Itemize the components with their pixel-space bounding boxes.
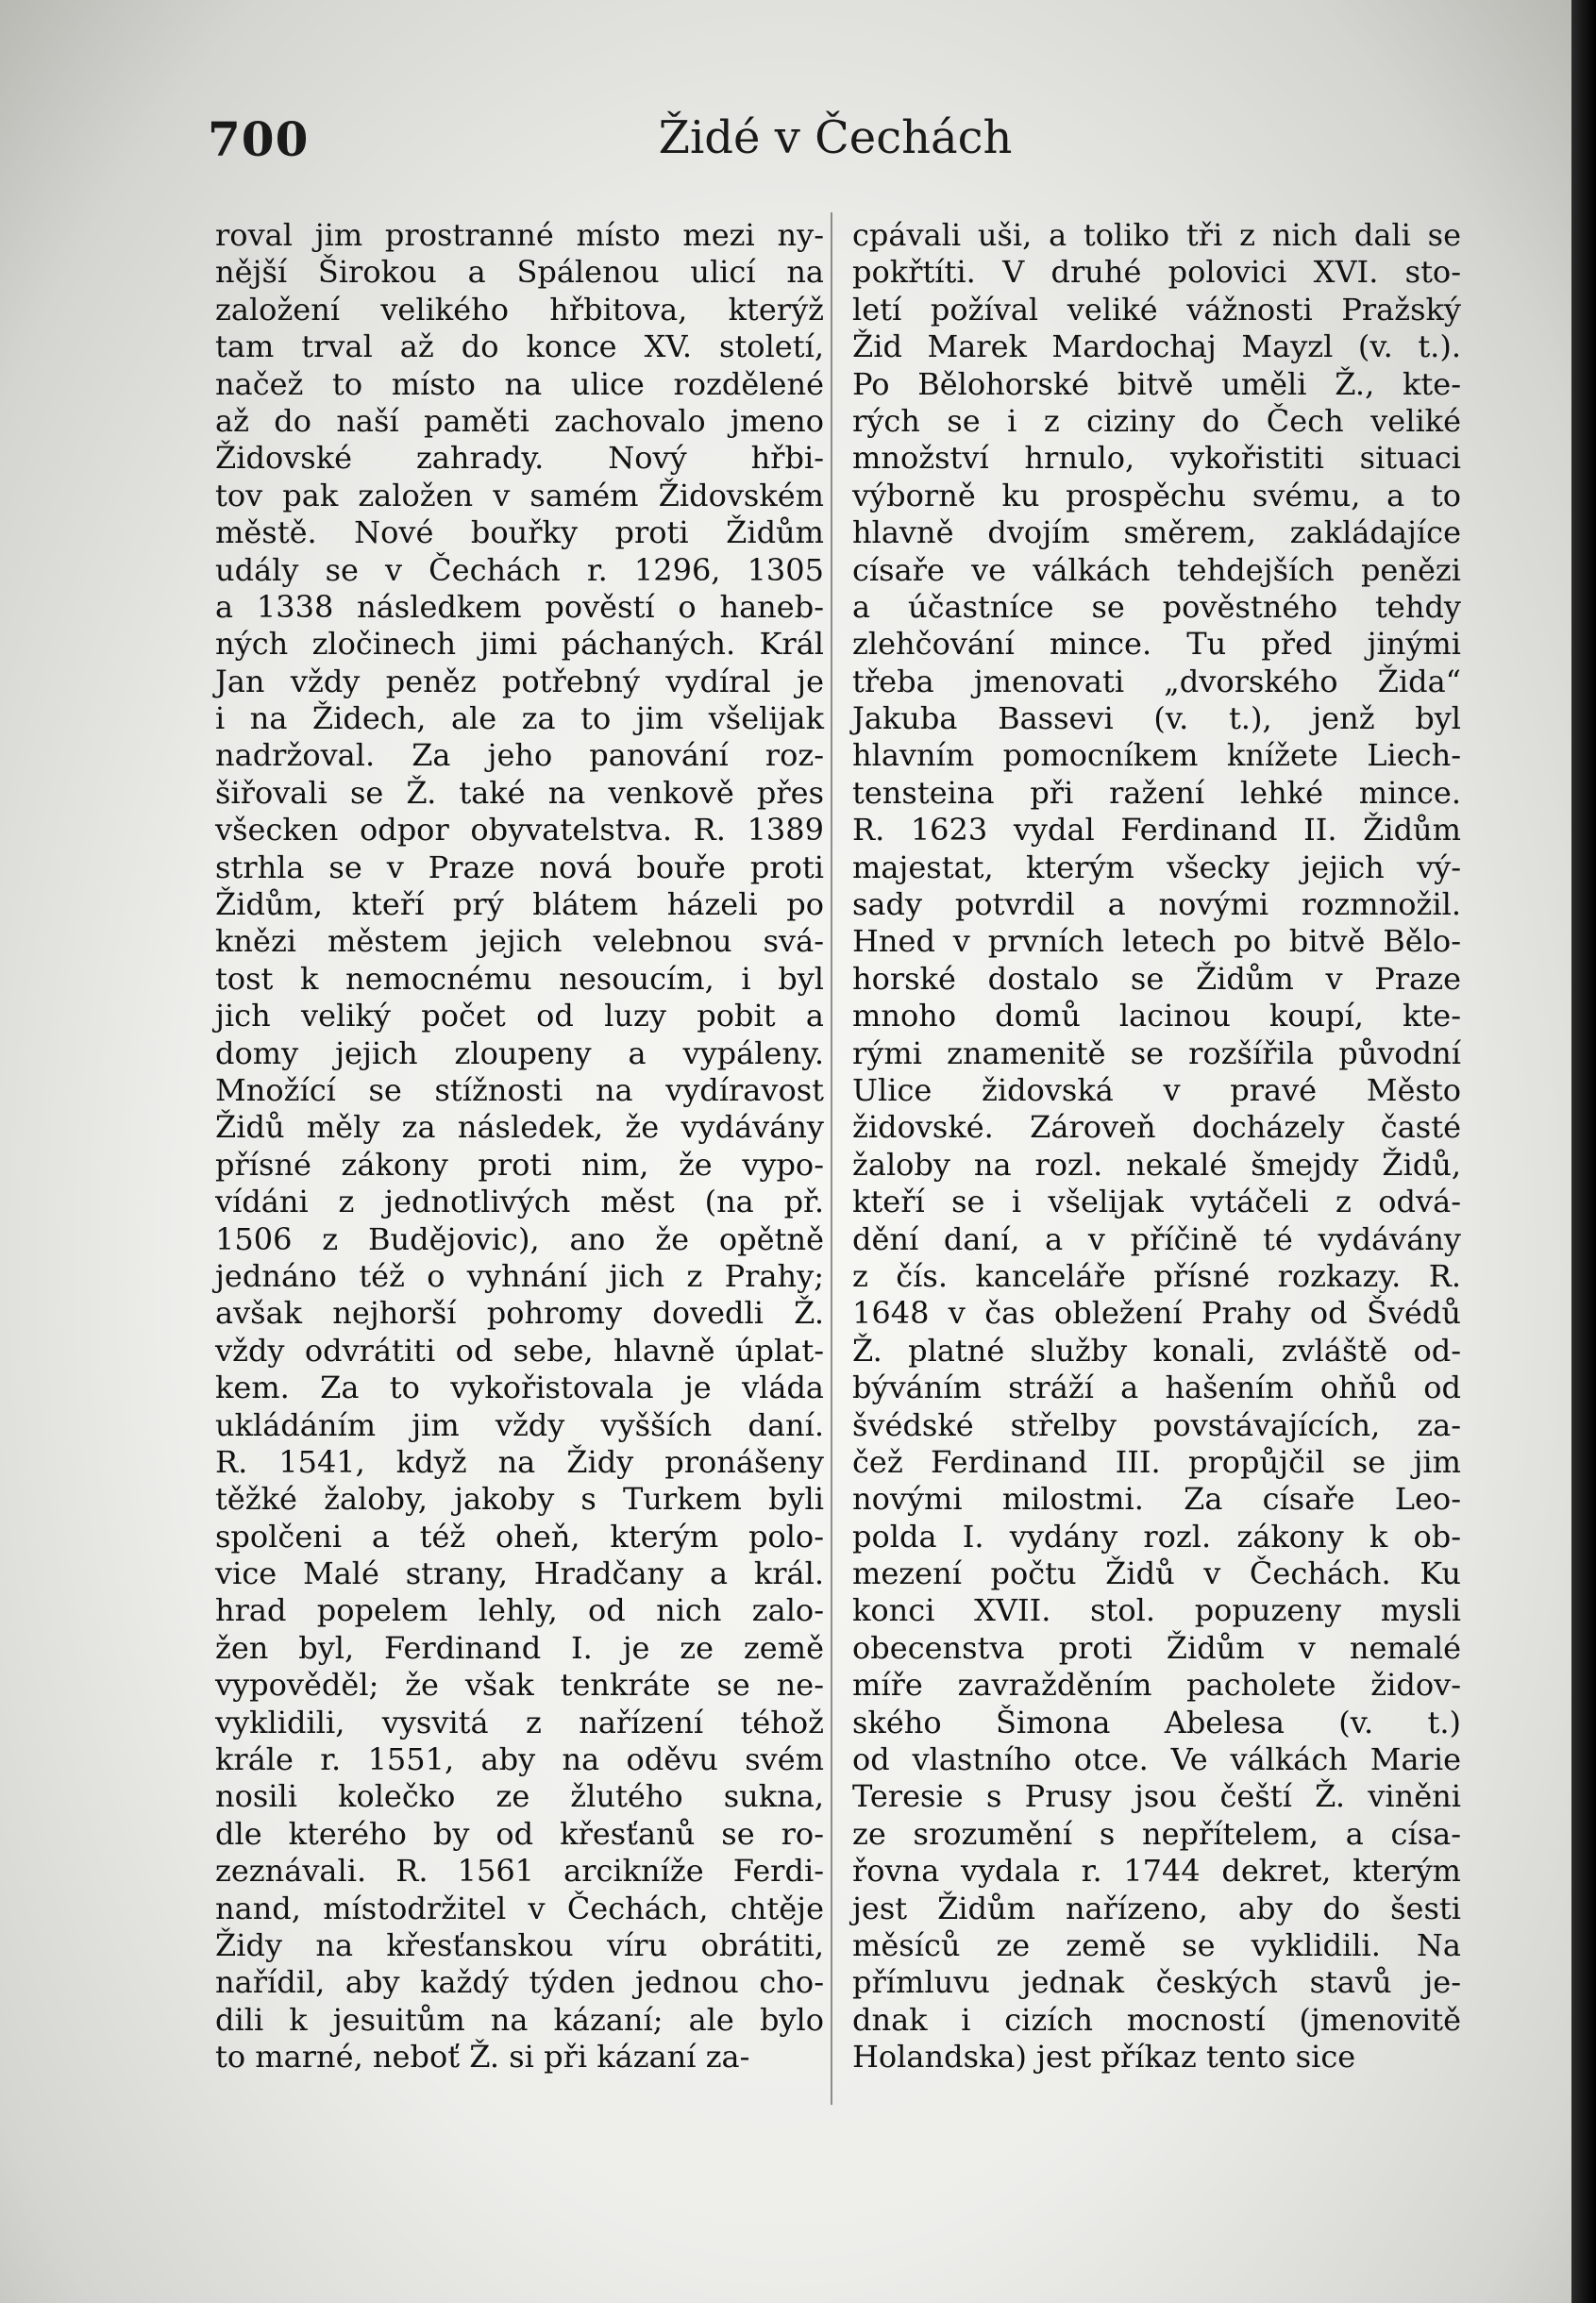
text-line: Židy na křesťanskou víru obrátiti, — [215, 1926, 824, 1963]
text-line: knězi městem jejich velebnou svá- — [215, 923, 824, 960]
text-line: Teresie s Prusy jsou čeští Ž. viněni — [852, 1778, 1461, 1815]
text-line: švédské střelby povstávajících, za- — [852, 1406, 1461, 1443]
text-line: vyklidili, vysvitá z nařízení téhož — [215, 1704, 824, 1740]
text-line: a účastníce se pověstného tehdy — [852, 588, 1461, 625]
text-line: přímluvu jednak českých stavů je- — [852, 1964, 1461, 2001]
text-line: Židovské zahrady. Nový hřbi- — [215, 440, 824, 477]
left-column — [215, 217, 824, 2105]
running-title: Židé v Čechách — [658, 111, 1013, 164]
text-line: vždy odvrátiti od sebe, hlavně úplat- — [215, 1332, 824, 1369]
text-line: ukládáním jim vždy vyšších daní. — [215, 1406, 824, 1443]
text-line: zeznávali. R. 1561 arcikníže Ferdi- — [215, 1853, 824, 1890]
text-line: nand, místodržitel v Čechách, chtěje — [215, 1890, 824, 1926]
text-line: císaře ve válkách tehdejších penězi — [852, 551, 1461, 588]
text-line: rými znamenitě se rozšířila původní — [852, 1034, 1461, 1071]
text-line: Množící se stížnosti na vydíravost — [215, 1071, 824, 1108]
text-line: konci XVII. stol. popuzeny mysli — [852, 1592, 1461, 1629]
text-line: R. 1541, když na Židy pronášeny — [215, 1443, 824, 1480]
text-line: i na Židech, ale za to jim všelijak — [215, 700, 824, 737]
text-line: roval jim prostranné místo mezi ny- — [215, 217, 824, 253]
text-line: všecken odpor obyvatelstva. R. 1389 — [215, 812, 824, 849]
text-line: ze srozumění s nepřítelem, a císa- — [852, 1815, 1461, 1852]
text-line: dnak i cizích mocností (jmenovitě — [852, 2001, 1461, 2038]
text-line: tam trval až do konce XV. století, — [215, 328, 824, 365]
text-line: tost k nemocnému nesoucím, i byl — [215, 960, 824, 997]
text-line: domy jejich zloupeny a vypáleny. — [215, 1034, 824, 1071]
text-line: nější Širokou a Spálenou ulicí na — [215, 254, 824, 291]
text-line: to marné, neboť Ž. si při kázaní za- — [215, 2039, 750, 2076]
text-line: Židům, kteří prý blátem házeli po — [215, 886, 824, 923]
page-number: 700 — [208, 111, 310, 167]
text-line: pokřtíti. V druhé polovici XVI. sto- — [852, 254, 1461, 291]
text-line: jich veliký počet od luzy pobit a — [215, 998, 824, 1034]
text-line: jest Židům nařízeno, aby do šesti — [852, 1890, 1461, 1926]
text-line: tensteina při ražení lehké mince. — [852, 774, 1461, 811]
text-line: nosili kolečko ze žlutého sukna, — [215, 1778, 824, 1815]
text-line: udály se v Čechách r. 1296, 1305 — [215, 551, 824, 588]
text-line: majestat, kterým všecky jejich vý- — [852, 849, 1461, 885]
text-line: dili k jesuitům na kázaní; ale bylo — [215, 2001, 824, 2038]
text-line: měsíců ze země se vyklidili. Na — [852, 1926, 1461, 1963]
text-line: zlehčování mince. Tu před jinými — [852, 626, 1461, 663]
text-line: jednáno též o vyhnání jich z Prahy; — [215, 1257, 824, 1294]
text-line: Židů měly za následek, že vydávány — [215, 1109, 824, 1146]
text-line: šiřovali se Ž. také na venkově přes — [215, 774, 824, 811]
text-line: vice Malé strany, Hradčany a král. — [215, 1555, 824, 1592]
text-line: spolčeni a též oheň, kterým polo- — [215, 1518, 824, 1555]
text-line: třeba jmenovati „dvorského Žida“ — [852, 663, 1461, 699]
text-line: ského Šimona Abelesa (v. t.) — [852, 1704, 1461, 1740]
scan-edge — [1571, 0, 1596, 2303]
text-line: až do naší paměti zachovalo jmeno — [215, 402, 824, 439]
column-divider — [831, 212, 832, 2105]
text-line: ných zločinech jimi páchaných. Král — [215, 626, 824, 663]
text-line: letí požíval veliké vážnosti Pražský — [852, 291, 1461, 328]
text-line: žen byl, Ferdinand I. je ze země — [215, 1629, 824, 1666]
text-line: přísné zákony proti nim, že vypo- — [215, 1146, 824, 1183]
text-line: R. 1623 vydal Ferdinand II. Židům — [852, 812, 1461, 849]
text-line: těžké žaloby, jakoby s Turkem byli — [215, 1481, 824, 1518]
text-line: dění daní, a v příčině té vydávány — [852, 1220, 1461, 1257]
text-line: Ulice židovská v pravé Město — [852, 1071, 1461, 1108]
text-line: obecenstva proti Židům v nemalé — [852, 1629, 1461, 1666]
text-line: čež Ferdinand III. propůjčil se jim — [852, 1443, 1461, 1480]
text-line: krále r. 1551, aby na oděvu svém — [215, 1741, 824, 1778]
text-line: a 1338 následkem pověstí o haneb- — [215, 588, 824, 625]
text-line: horské dostalo se Židům v Praze — [852, 960, 1461, 997]
text-line: Po Bělohorské bitvě uměli Ž., kte- — [852, 365, 1461, 402]
text-line: hrad popelem lehly, od nich zalo- — [215, 1592, 824, 1629]
text-line: z čís. kanceláře přísné rozkazy. R. — [852, 1257, 1461, 1294]
text-line: tov pak založen v samém Židovském — [215, 477, 824, 513]
text-line: židovské. Zároveň docházely časté — [852, 1109, 1461, 1146]
text-line: množství hrnulo, vykořistiti situaci — [852, 440, 1461, 477]
text-line: výborně ku prospěchu svému, a to — [852, 477, 1461, 513]
text-line: nadržoval. Za jeho panování roz- — [215, 737, 824, 774]
text-line: sady potvrdil a novými rozmnožil. — [852, 886, 1461, 923]
text-line: polda I. vydány rozl. zákony k ob- — [852, 1518, 1461, 1555]
text-line: dle kterého by od křesťanů se ro- — [215, 1815, 824, 1852]
text-line: býváním stráží a hašením ohňů od — [852, 1370, 1461, 1406]
text-line: Žid Marek Mardochaj Mayzl (v. t.). — [852, 328, 1461, 365]
text-line: hlavním pomocníkem knížete Liech- — [852, 737, 1461, 774]
text-line: založení velikého hřbitova, kterýž — [215, 291, 824, 328]
text-line: Holandska) jest příkaz tento sice — [852, 2039, 1356, 2076]
text-line: avšak nejhorší pohromy dovedli Ž. — [215, 1295, 824, 1332]
text-line: 1648 v čas obležení Prahy od Švédů — [852, 1295, 1461, 1332]
text-line: vypověděl; že však tenkráte se ne- — [215, 1667, 824, 1704]
text-line: kteří se i všelijak vytáčeli z odvá- — [852, 1184, 1461, 1220]
text-line: hlavně dvojím směrem, zakládajíce — [852, 514, 1461, 551]
text-line: Ž. platné služby konali, zvláště od- — [852, 1332, 1461, 1369]
text-line: nařídil, aby každý týden jednou cho- — [215, 1964, 824, 2001]
text-line: Jakuba Bassevi (v. t.), jenž byl — [852, 700, 1461, 737]
text-line: Jan vždy peněz potřebný vydíral je — [215, 663, 824, 699]
text-line: strhla se v Praze nová bouře proti — [215, 849, 824, 885]
text-line: městě. Nové bouřky proti Židům — [215, 514, 824, 551]
text-line: cpávali uši, a toliko tři z nich dali se — [852, 217, 1461, 253]
text-line: řovna vydala r. 1744 dekret, kterým — [852, 1853, 1461, 1890]
text-line: 1506 z Budějovic), ano že opětně — [215, 1220, 824, 1257]
text-line: načež to místo na ulice rozdělené — [215, 365, 824, 402]
text-line: míře zavražděním pacholete židov- — [852, 1667, 1461, 1704]
text-line: žaloby na rozl. nekalé šmejdy Židů, — [852, 1146, 1461, 1183]
right-column — [852, 217, 1461, 2105]
text-line: mezení počtu Židů v Čechách. Ku — [852, 1555, 1461, 1592]
text-line: mnoho domů lacinou koupí, kte- — [852, 998, 1461, 1034]
text-line: Hned v prvních letech po bitvě Bělo- — [852, 923, 1461, 960]
page-header — [208, 111, 1463, 177]
text-line: od vlastního otce. Ve válkách Marie — [852, 1741, 1461, 1778]
text-line: novými milostmi. Za císaře Leo- — [852, 1481, 1461, 1518]
text-line: rých se i z ciziny do Čech veliké — [852, 402, 1461, 439]
text-line: vídáni z jednotlivých měst (na př. — [215, 1184, 824, 1220]
text-line: kem. Za to vykořistovala je vláda — [215, 1370, 824, 1406]
